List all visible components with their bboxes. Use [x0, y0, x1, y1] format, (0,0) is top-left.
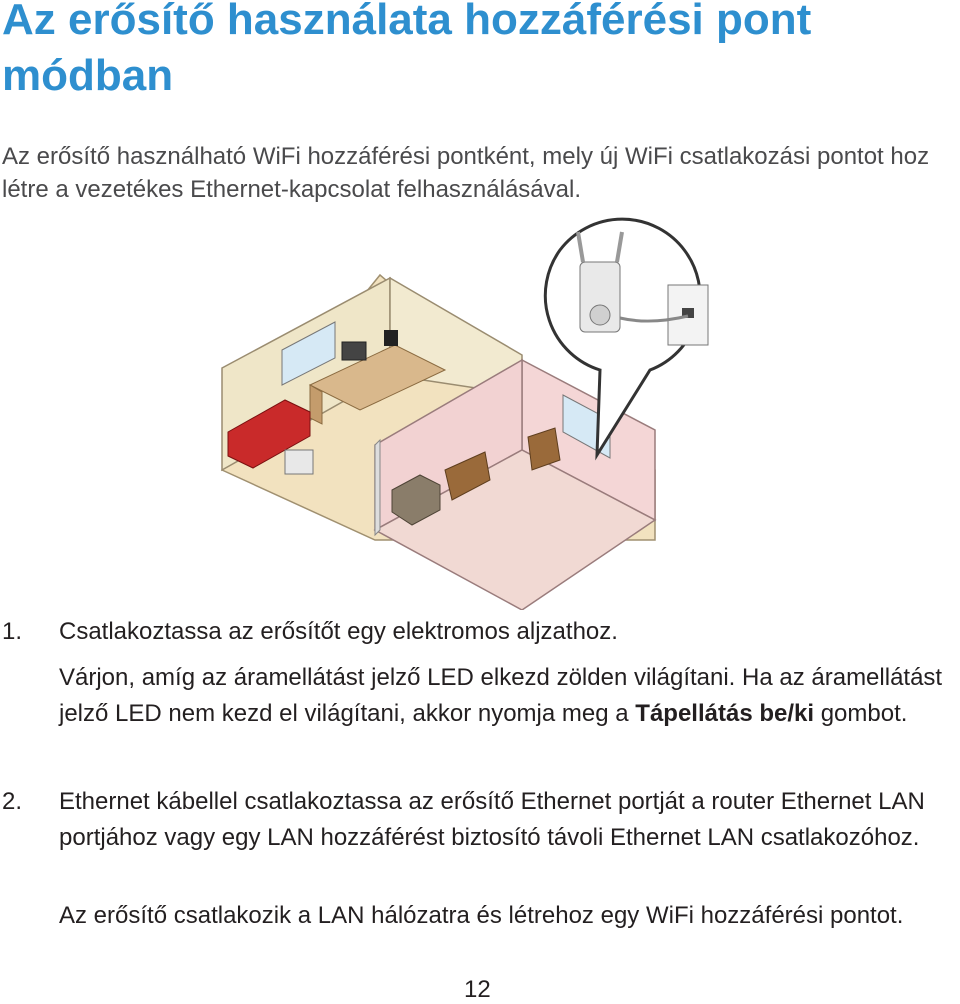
- intro-paragraph: Az erősítő használható WiFi hozzáférési pontként, mely új WiFi csatlakozási pontot hoz létre a vezetékes Ethernet-kapcsolat felhasználásával.: [2, 143, 930, 203]
- page-number: 12: [464, 976, 491, 1003]
- page-title: Az erősítő használata hozzáférési pont módban: [2, 0, 812, 100]
- step-1-detail: [59, 660, 959, 732]
- step-1-lead: Csatlakoztassa az erősítőt egy elektromos aljzathoz.: [59, 618, 618, 645]
- step-2-number: 2.: [2, 788, 23, 815]
- power-button-label: Tápellátás be/ki: [635, 700, 815, 727]
- step-1-detail-end: gombot.: [814, 700, 908, 727]
- step-1-number: 1.: [2, 618, 23, 645]
- step-2-detail: Az erősítő csatlakozik a LAN hálózatra és létrehoz egy WiFi hozzáférési pontot.: [59, 902, 904, 929]
- house-network-diagram-icon: [0, 205, 960, 610]
- step-2-lead: Ethernet kábellel csatlakoztassa az erősítő Ethernet portját a router Ethernet LAN portjához vagy egy LAN hozzáférést biztosító távoli Ethernet LAN csatlakozóhoz.: [59, 788, 925, 851]
- step-1-detail-text: Várjon, amíg az áramellátást jelző LED elkezd zölden világítani. Ha az áramellátást jelző LED nem kezd el világítani, akkor nyomja meg a: [59, 664, 943, 727]
